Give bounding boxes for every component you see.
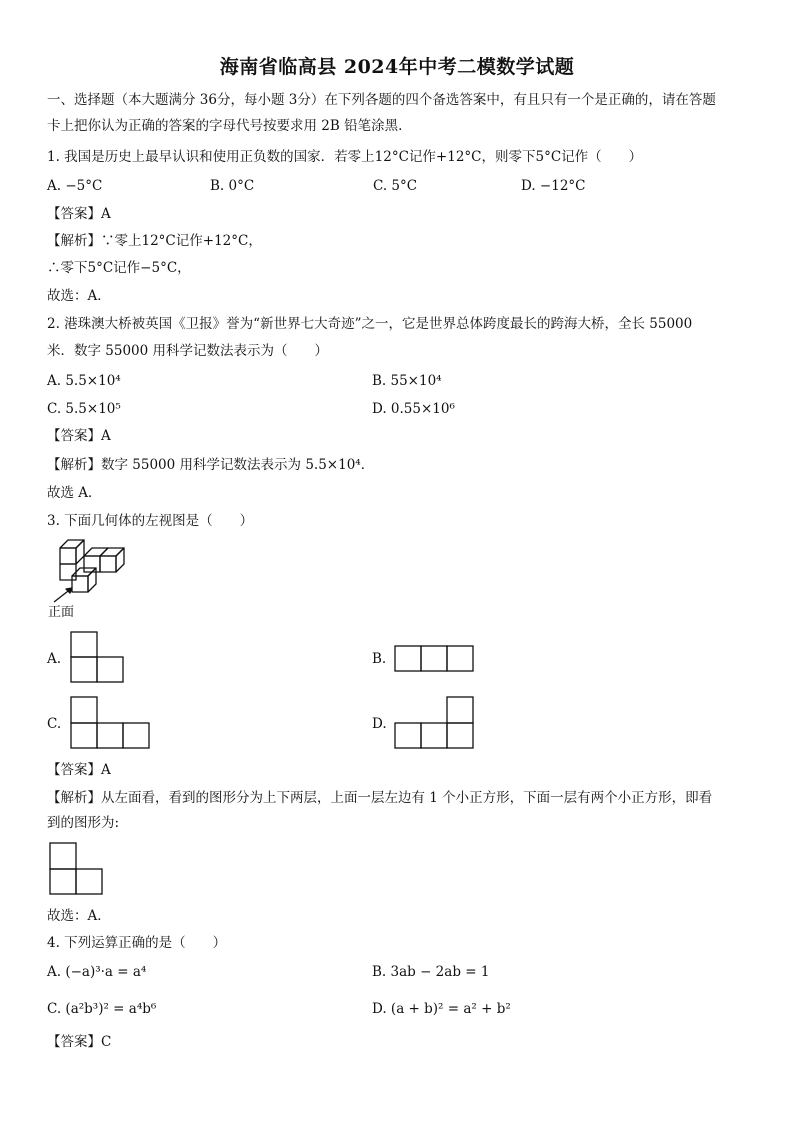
q4-option-b: B. 3ab − 2ab = 1 [372, 964, 490, 980]
q1-option-b: B. 0°C [210, 178, 255, 194]
q1-stem: 1. 我国是历史上最早认识和使用正负数的国家．若零上12°C记作+12°C，则零下5°C记作（ ） [47, 149, 643, 165]
q1-answer: 【答案】A [47, 206, 111, 222]
q1-option-a: A. −5°C [47, 178, 103, 194]
q4-option-a: A. (−a)³·a = a⁴ [47, 964, 147, 980]
section-instruction-line1: 一、选择题（本大题满分 36分，每小题 3分）在下列各题的四个备选答案中，有且只有一个是正确的，请在答题 [47, 92, 716, 108]
section-instruction-line2: 卡上把你认为正确的答案的字母代号按要求用 2B 铅笔涂黑. [47, 118, 403, 134]
q2-answer: 【答案】A [47, 428, 111, 444]
q3-conclusion: 故选：A． [47, 908, 111, 924]
q3-answer: 【答案】A [47, 762, 111, 778]
q2-option-a: A. 5.5×10⁴ [47, 373, 121, 389]
q4-option-c: C. (a²b³)² = a⁴b⁶ [47, 1001, 157, 1017]
q3-option-b-figure [394, 645, 475, 672]
q1-analysis-line1: 【解析】∵零上12°C记作+12°C， [47, 233, 262, 249]
q3-analysis-line1: 【解析】从左面看，看到的图形分为上下两层，上面一层左边有 1 个小正方形，下面一层有两个小正方形，即看 [47, 790, 713, 806]
q3-front-label: 正面 [48, 605, 75, 620]
q2-option-b: B. 55×10⁴ [372, 373, 442, 389]
q3-option-a-label: A. [47, 651, 62, 667]
q2-stem-line1: 2. 港珠澳大桥被英国《卫报》誉为“新世界七大奇迹”之一，它是世界总体跨度最长的跨海大桥，全长 55000 [47, 316, 693, 332]
q3-option-b-label: B. [372, 651, 387, 667]
page-title: 海南省临高县 2024年中考二模数学试题 [219, 56, 575, 78]
q2-stem-line2: 米．数字 55000 用科学记数法表示为（ ） [47, 343, 329, 359]
q1-option-c: C. 5°C [373, 178, 418, 194]
q3-option-d-label: D. [372, 716, 387, 732]
q1-option-d: D. −12°C [521, 178, 586, 194]
q2-conclusion: 故选 A． [47, 485, 102, 501]
q2-analysis: 【解析】数字 55000 用科学记数法表示为 5.5×10⁴． [47, 457, 375, 473]
q3-option-c-label: C. [47, 716, 62, 732]
q4-answer: 【答案】C [47, 1034, 112, 1050]
q2-option-d: D. 0.55×10⁶ [372, 401, 455, 417]
q3-analysis-figure [49, 842, 105, 896]
q3-option-c-figure [70, 696, 152, 750]
q1-conclusion: 故选：A． [47, 288, 111, 304]
q3-option-a-figure [70, 631, 124, 683]
q2-option-c: C. 5.5×10⁵ [47, 401, 121, 417]
q4-option-d: D. (a + b)² = a² + b² [372, 1001, 511, 1017]
q3-analysis-line2: 到的图形为: [47, 815, 120, 831]
q3-solid-figure [44, 536, 144, 604]
q3-stem: 3. 下面几何体的左视图是（ ） [47, 513, 254, 529]
q3-option-d-figure [394, 696, 476, 750]
q1-analysis-line2: ∴零下5°C记作−5°C， [47, 260, 191, 276]
q4-stem: 4. 下列运算正确的是（ ） [47, 935, 227, 951]
